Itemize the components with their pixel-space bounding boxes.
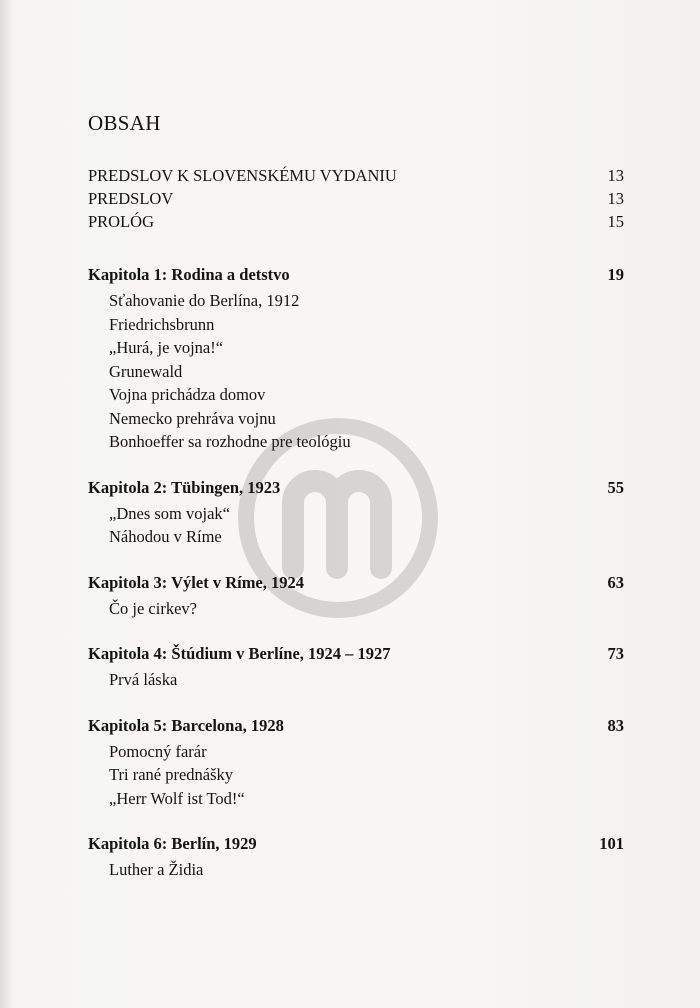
front-item-preface-slovak (88, 164, 624, 187)
front-item-page: 15 (607, 212, 624, 231)
front-item-label: PREDSLOV K SLOVENSKÉMU VYDANIU (88, 166, 397, 185)
front-item-page: 13 (607, 166, 624, 185)
chapter-4 (88, 642, 624, 692)
toc-title: OBSAH (88, 111, 161, 135)
chapter-heading (88, 714, 624, 737)
section-item: Sťahovanie do Berlína, 1912 (109, 291, 300, 310)
front-item-page: 13 (607, 189, 624, 208)
front-matter (88, 164, 624, 233)
chapter-page: 101 (599, 834, 624, 853)
chapter-heading (88, 263, 624, 286)
section-item: „Herr Wolf ist Tod!“ (109, 788, 245, 808)
section-item: Luther a Židia (109, 860, 204, 879)
front-item-label: PROLÓG (88, 212, 155, 231)
section-item: Pomocný farár (109, 741, 207, 761)
section-item: Bonhoeffer sa rozhodne pre teológiu (109, 432, 351, 451)
front-item-prologue (88, 210, 624, 233)
chapter-5 (88, 714, 624, 811)
chapter-title: Kapitola 3: Výlet v Ríme, 1924 (88, 572, 305, 592)
section-item: „Dnes som vojak“ (109, 503, 230, 523)
chapter-title: Kapitola 5: Barcelona, 1928 (88, 715, 284, 735)
section-item: Prvá láska (109, 670, 178, 689)
front-item-preface (88, 187, 624, 210)
chapter-title: Kapitola 1: Rodina a detstvo (88, 265, 290, 284)
section-item: Grunewald (109, 361, 183, 381)
chapter-page: 19 (607, 265, 624, 284)
section-item: Náhodou v Ríme (109, 527, 222, 546)
section-item: Friedrichsbrunn (109, 314, 215, 334)
section-item: Vojna prichádza domov (109, 385, 266, 404)
chapter-6 (88, 832, 624, 882)
section-item: „Hurá, je vojna!“ (109, 338, 224, 357)
front-item-label: PREDSLOV (88, 189, 174, 208)
chapter-page: 55 (607, 477, 624, 497)
chapter-heading (88, 642, 624, 665)
chapter-heading (88, 832, 624, 855)
watermark-logo-icon (238, 418, 438, 618)
spine-shadow (0, 0, 14, 1008)
section-item: Nemecko prehráva vojnu (109, 408, 276, 428)
section-item: Tri rané prednášky (109, 765, 234, 784)
chapter-title: Kapitola 4: Štúdium v Berlíne, 1924 – 1927 (88, 644, 391, 663)
chapter-page: 63 (607, 572, 624, 592)
chapter-title: Kapitola 2: Tübingen, 1923 (88, 477, 281, 497)
chapter-page: 73 (607, 644, 624, 663)
chapter-page: 83 (607, 715, 624, 735)
chapter-title: Kapitola 6: Berlín, 1929 (88, 834, 257, 853)
section-item: Čo je cirkev? (109, 598, 197, 618)
